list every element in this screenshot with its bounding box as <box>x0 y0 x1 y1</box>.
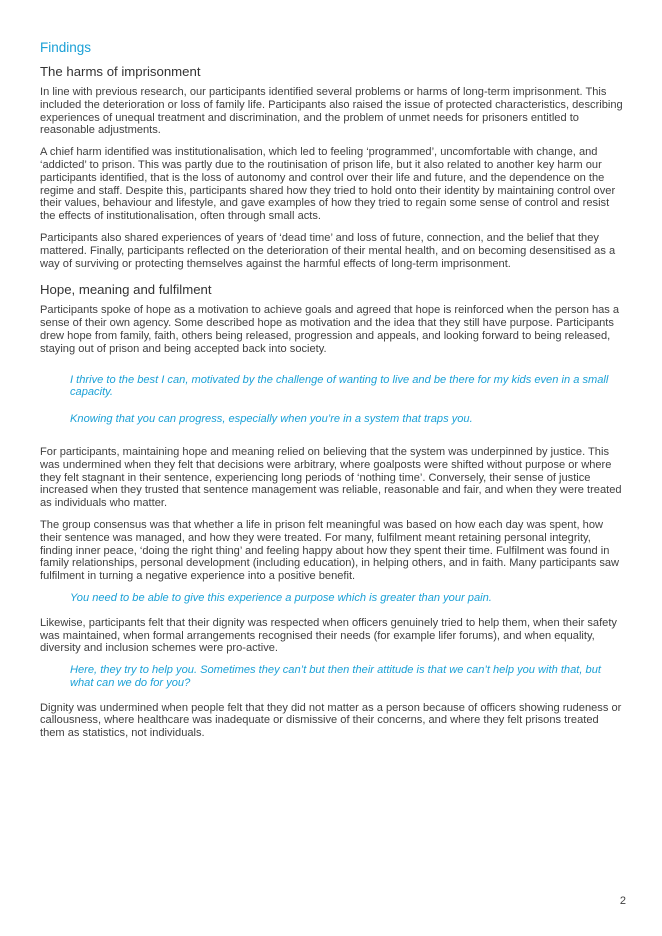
paragraph: Likewise, participants felt that their dignity was respected when officers genuinely tried to help them, when their safety was maintained, when formal arrangements recognised their needs (for example lifer forums), and when equality, diversity and inclusion schemes were pro-active. <box>40 616 617 655</box>
quote: Here, they try to help you. Sometimes they can’t but then their attitude is that we can’t help you with that, but what can we do for you? <box>70 664 601 689</box>
paragraph: Dignity was undermined when people felt that they did not matter as a person because of officers showing rudeness or callousness, where healthcare was inadequate or dismissive of their concerns, and where they felt prisons treated them as statistics, not individuals. <box>40 701 622 740</box>
quote-group <box>40 374 624 426</box>
subheading-harms: The harms of imprisonment <box>40 64 201 79</box>
quote: Knowing that you can progress, especially when you’re in a system that traps you. <box>70 413 473 426</box>
page-number: 2 <box>619 895 626 907</box>
quote: I thrive to the best I can, motivated by the challenge of wanting to live and be there for my kids even in a small capacity. <box>70 373 609 399</box>
paragraph: Participants also shared experiences of years of ‘dead time’ and loss of future, connection, and the belief that they mattered. Finally, participants reflected on the deterioration of their mental health, and on becoming desensitised as a way of surviving or protecting themselves against the harmful effects of long-term imprisonment. <box>40 231 616 270</box>
subheading-hope: Hope, meaning and fulfilment <box>40 282 212 298</box>
paragraph: In line with previous research, our participants identified several problems or harms of long-term imprisonment. This included the deterioration or loss of family life. Participants also raised the issue of protected characteristics, describing experiences of unequal treatment and discrimination, and the problem of unmet needs for prisoners entitled to reasonable adjustments. <box>40 86 623 137</box>
document-page <box>40 40 624 749</box>
paragraph: The group consensus was that whether a life in prison felt meaningful was based on how each day was spent, how their sentence was managed, and how they were treated. For many, fulfilment meant retaining personal integrity, finding inner peace, ‘doing the right thing’ and feeling happy about how they spent their time. Fulfilment was found in family relationships, personal development (including education), in helping others, and in faith. Many participants saw fulfilment in turning a negative experience into a positive benefit. <box>40 518 620 583</box>
paragraph: A chief harm identified was institutionalisation, which led to feeling ‘programmed’, uncomfortable with change, and ‘addicted’ to prison. This was partly due to the routinisation of prison life, but it also related to another key harm our participants identified, that is the loss of autonomy and control over their life and future, and the dependence on the regime and staff. Despite this, participants shared how they tried to hold onto their identity by maintaining control over their values, behaviour and lifestyle, and gave examples of how they tried to regain some sense of control and resist the effects of institutionalisation, often through small acts. <box>40 146 616 223</box>
section-title: Findings <box>40 40 92 55</box>
paragraph: Participants spoke of hope as a motivation to achieve goals and agreed that hope is reinforced when the person has a sense of their own agency. Some described hope as motivation and the idea that they still have purpose. Participants drew hope from family, faith, others being released, progression and appeals, and looking forward to being released, staying out of prison and being accepted back into society. <box>40 304 620 355</box>
paragraph: For participants, maintaining hope and meaning relied on believing that the system was underpinned by justice. This was undermined when they felt that decisions were arbitrary, where goalposts were shifted without purpose or where they felt stagnant in their sentence, experiencing long periods of ‘nothing time’. Conversely, their sense of justice increased when they trusted that sentence management was reliable, reasonable and fair, and when they were treated as individuals who matter. <box>40 445 622 510</box>
quote: You need to be able to give this experience a purpose which is greater than your pain. <box>70 591 492 604</box>
